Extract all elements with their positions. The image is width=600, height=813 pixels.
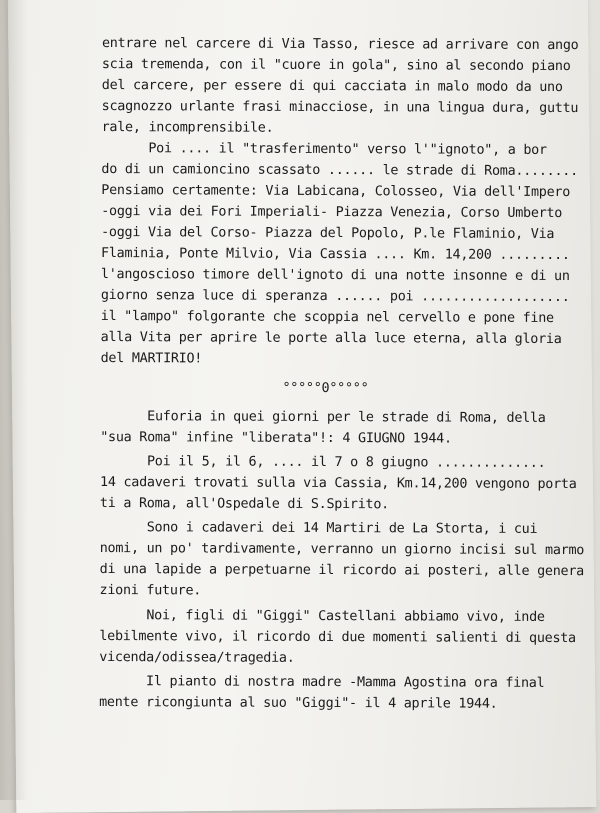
text-line: scagnozzo urlante frasi minacciose, in una lingua dura, guttu	[101, 98, 579, 117]
text-line: di una lapide a perpetuarne il ricordo ai posteri, alle genera	[99, 561, 585, 580]
text-line: Poi il 5, il 6, .... il 7 o 8 giugno ..............	[100, 453, 546, 471]
text-line: alla Vita per aprire le porte alla luce eterna, alla gloria	[100, 329, 562, 348]
text-line: 14 cadaveri trovati sulla via Cassia, Km.14,200 vengono porta	[100, 474, 577, 493]
text-line: Poi .... il "trasferimento" verso l'"ignoto", a bor	[101, 140, 547, 158]
text-line: -oggi via dei Fori Imperiali- Piazza Venezia, Corso Umberto	[101, 203, 563, 222]
text-line: rale, incomprensibile.	[101, 119, 274, 136]
text-line: Euforia in quei giorni per le strade di Roma, della	[100, 408, 546, 426]
text-line: "sua Roma" infine "liberata"!: 4 GIUGNO 1944.	[100, 429, 452, 447]
text-line: ti a Roma, all'Ospedale di S.Spirito.	[99, 495, 390, 513]
text-line: il "lampo" folgorante che scoppia nel cervello e pone fine	[100, 308, 554, 326]
text-line: l'angoscioso timore dell'ignoto di una notte insonne e di un	[100, 266, 570, 285]
text-line: vicenda/odissea/tragedia.	[99, 649, 295, 666]
text-line: giorno senza luce di speranza ...... poi ...................	[100, 287, 570, 306]
section-separator: °°°°°0°°°°°	[282, 380, 369, 397]
text-line: lebilmente vivo, il ricordo di due momenti salienti di questa	[99, 628, 576, 647]
text-line: Pensiamo certamente: Via Labicana, Colosseo, Via dell'Impero	[101, 182, 571, 201]
text-line: del MARTIRIO!	[100, 350, 203, 367]
text-line: Il pianto di nostra madre -Mamma Agostina ora final	[99, 673, 545, 691]
text-line: del carcere, per essere di qui cacciata in malo modo da uno	[101, 77, 563, 96]
text-line: Sono i cadaveri dei 14 Martiri de La Storta, i cui	[99, 519, 538, 537]
text-line: nomi, un po' tardivamente, verranno un giorno incisi sul marmo	[99, 540, 585, 559]
text-line: zioni future.	[99, 582, 202, 599]
text-line: entrare nel carcere di Via Tasso, riesce ad arrivare con ango	[101, 35, 579, 54]
text-line: do di un camioncino scassato ...... le strade di Roma........	[101, 161, 578, 180]
text-line: Noi, figli di "Giggi" Castellani abbiamo vivo, inde	[99, 607, 545, 625]
text-line: scia tremenda, con il "cuore in gola", sino al secondo piano	[101, 56, 571, 75]
text-line: -oggi Via del Corso- Piazza del Popolo, P.le Flaminio, Via	[101, 224, 555, 242]
text-line: mente ricongiunta al suo "Giggi"- il 4 aprile 1944.	[99, 694, 498, 712]
page-edge-shadow	[0, 0, 28, 800]
text-line: Flaminia, Ponte Milvio, Via Cassia .... Km. 14,200 .........	[101, 245, 570, 264]
